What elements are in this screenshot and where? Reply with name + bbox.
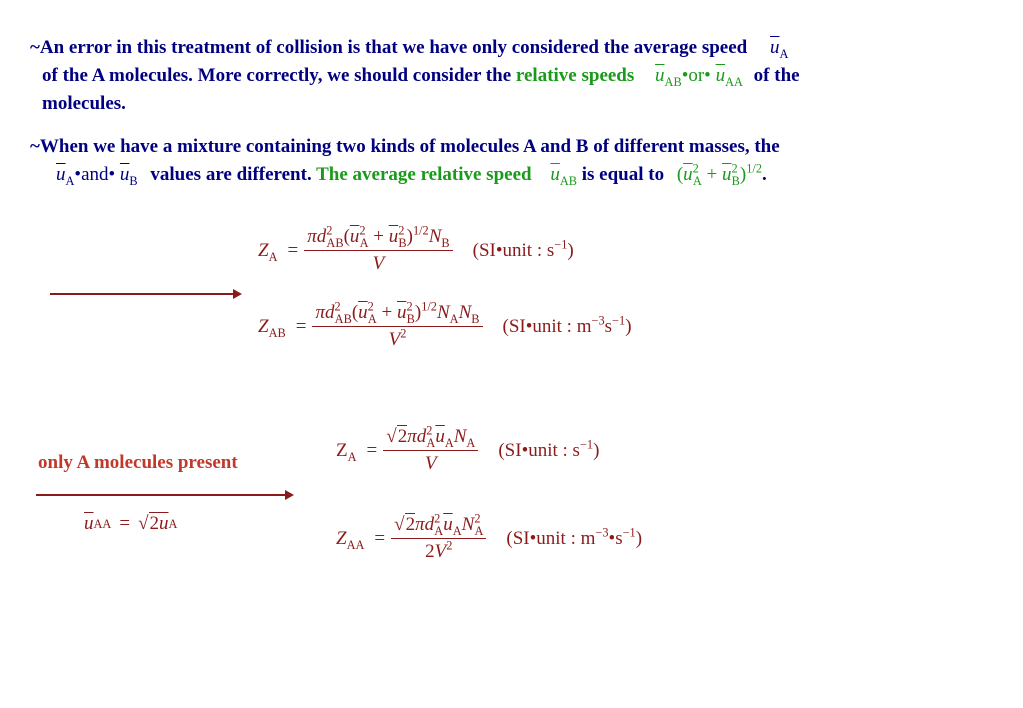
z-a-single-lhs: $Z_A$ [336,439,357,464]
math-u-ab-or-u-aa: $\overline{u}_{AB}•or•$ $\overline{u}_{AA}$ [655,65,743,89]
math-u-ab: $\overline{u}_{AB}$ [550,164,577,188]
para2-is-equal-to: is equal to [581,164,665,185]
para1-line2 [42,62,800,90]
formula-z-a-single [336,423,600,475]
para1-line2-text: of the A molecules. More correctly, we should consider the [42,65,516,86]
formula-z-aa [336,511,643,563]
para1-line1-text: ~An error in this treatment of collision is that we have only considered the average speed [30,37,748,58]
z-aa-unit: (SI•unit : $m^{-3}•s^{-1}$) [506,525,643,549]
z-a-single-fraction: $\frac{√2\pi d^2_A\overline{u}_AN_A}{V}$ [383,426,478,475]
equals-sign: = [287,239,299,261]
z-aa-lhs: $Z_{AA}$ [336,527,365,552]
equals-sign: = [374,527,386,549]
z-a-unit: (SI•unit : $s^{-1}$) [472,237,574,261]
math-u-a: $\overline{u}_A$ [769,37,789,61]
formula-u-aa: $\overline{u}$ AA = √ 2 $\overline{u}$ A [84,512,178,534]
para2-line1: ~When we have a mixture containing two kinds of molecules A and B of different masses, the [30,136,780,157]
or-word: or [688,65,705,86]
para2-average-relative-speed: The average relative speed [316,164,532,185]
formula-z-ab [258,299,632,351]
arrow-right-2 [36,494,292,496]
para1-line3: molecules. [42,93,126,114]
para2-line2 [56,161,767,189]
para2-line2-text: values are different. [150,164,317,185]
math-relative-speed-expr: $(\overline{u}^2_A + \overline{u}^2_B)^{1/2}$ [676,161,762,188]
para1-relative-speeds: relative speeds [515,65,635,86]
only-a-label: only A molecules present [38,452,238,473]
z-aa-fraction: $\frac{√2\pi d^2_A\overline{u}_AN^2_A}{2V^2}$ [391,514,486,563]
z-ab-lhs: $Z_{AB}$ [258,315,286,340]
z-ab-fraction: $\frac{\pi d^2_{AB}(\overline{u}^2_A + \overline{u}^2_B)^{1/2}N_AN_B}{V^2}$ [312,302,482,351]
z-a-fraction: $\frac{\pi d^2_{AB}(\overline{u}^2_A + \overline{u}^2_B)^{1/2}N_B}{V}$ [304,226,452,275]
z-a-lhs: $Z_A$ [258,239,278,264]
equals-sign: = [366,439,378,461]
z-ab-unit: (SI•unit : $m^{-3}s^{-1}$) [502,313,632,337]
z-a-single-unit: (SI•unit : $s^{-1}$) [498,437,600,461]
para1-line2-end: of the [753,65,800,86]
equals-sign: = [295,315,307,337]
arrow-right-1 [50,293,240,295]
period: . [762,164,767,185]
math-u-a-and-u-b: $\overline{u}_A•and•$ $\overline{u}_B$ [56,164,138,188]
para1-line1 [30,34,788,62]
formula-z-a [258,223,574,275]
and-word: and [81,164,109,185]
